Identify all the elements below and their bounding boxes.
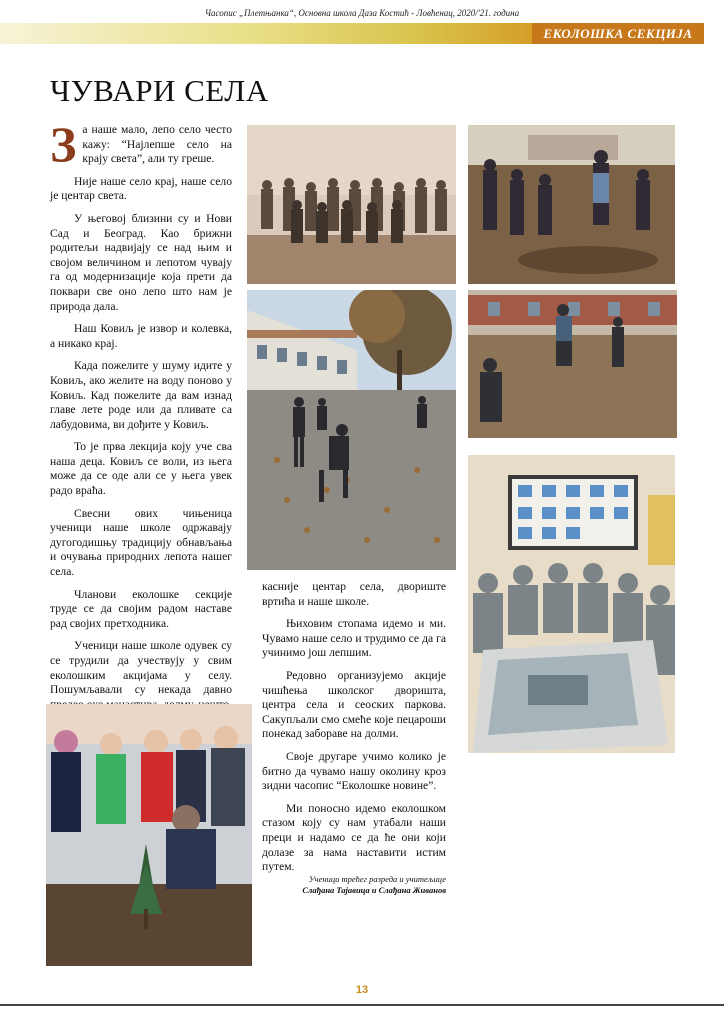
article-paragraph: Када пожелите у шуму идите у Ковиљ, ако желите на воду поново у Ковиљ. Кад пожелите да вам изнад главе лете роде или да пливате са лабудовима, ви дођите у Ковиљ. — [50, 359, 232, 431]
article-paragraph: То је прва лекција коју уче сва наша деца. Ковиљ се воли, из њега може да се оде али се у њега увек радо враћа. — [50, 440, 232, 498]
article-paragraph: Ученици наше школе одувек су се трудили да учествују у свим еколошким акцијама у селу. Пошумљавали су некада давно — [50, 639, 232, 697]
article-paragraph: Редовно организујемо акције чишћења школског дворишта, центра села и сеоских паркова. Сакупљали смо смеће које пецароши понекад забораве на долми. — [262, 668, 446, 741]
article-column-2 — [262, 580, 446, 883]
bottom-rule — [0, 1004, 724, 1006]
photo-classroom-mural — [468, 455, 675, 753]
signature-names: Слађана Тајавица и Слађана Живанов — [302, 885, 446, 895]
article-paragraph: Ми поносно идемо еколошком стазом коју су нам утабали наши преци и надамо се да ће они који долазе за нама наставити истим путем. — [262, 801, 446, 874]
article-paragraph: Чланови еколошке секције труде се да својим радом наставе рад својих претходника. — [50, 587, 232, 630]
article-signature — [262, 874, 446, 896]
article-title: ЧУВАРИ СЕЛА — [50, 73, 269, 108]
article-paragraph: Није наше село крај, наше село је центар света. — [50, 174, 232, 203]
article-column-1 — [50, 116, 232, 720]
article-paragraph: Свесни ових чињеница ученици наше школе одржавају дугогодишњу традицију обнављања и очувања природних лепота нашег села. — [50, 506, 232, 579]
article-paragraph: Наш Ковиљ је извор и колевка, а никако крај. — [50, 322, 232, 350]
photo-tree-planting — [46, 704, 252, 966]
photo-schoolyard-raking — [247, 290, 456, 570]
section-label: ЕКОЛОШКА СЕКЦИЈА — [532, 23, 704, 44]
drop-cap: З — [50, 116, 77, 172]
photo-old-group — [247, 125, 456, 284]
signature-line: Ученици трећег разреда и учитељице — [308, 874, 446, 884]
article-paragraph: За наше мало, лепо село често кажу: “Најлепше село на крају света”, али ту грeше. — [50, 116, 232, 172]
article-paragraph: Своје другаре учимо колико је битно да чувамо нашу околину кроз зидни часопис “Еколошке новине”. — [262, 749, 446, 793]
photo-old-digging — [468, 125, 675, 284]
article-paragraph: касније центар села, двориште вртића и наше школе. — [262, 580, 446, 608]
header-caption: Часопис „Плетњанка“, Основна школа Даза Костић - Ловћенац, 2020/ʹ21. година — [204, 8, 520, 18]
photo-planting-park — [468, 290, 677, 438]
article-paragraph: Њиховим стопама идемо и ми. Чувамо наше село и трудимо се да га учинимо још лепшим. — [262, 617, 446, 660]
page-number: 13 — [355, 984, 369, 996]
article-paragraph: У његовој близини су и Нови Сад и Београд. Као брижни родитељи надвијају се над њим и својом величином и лепотом чувају га од модернизације која прети да поквари све оно лепо што нам је природа дала. — [50, 211, 232, 313]
